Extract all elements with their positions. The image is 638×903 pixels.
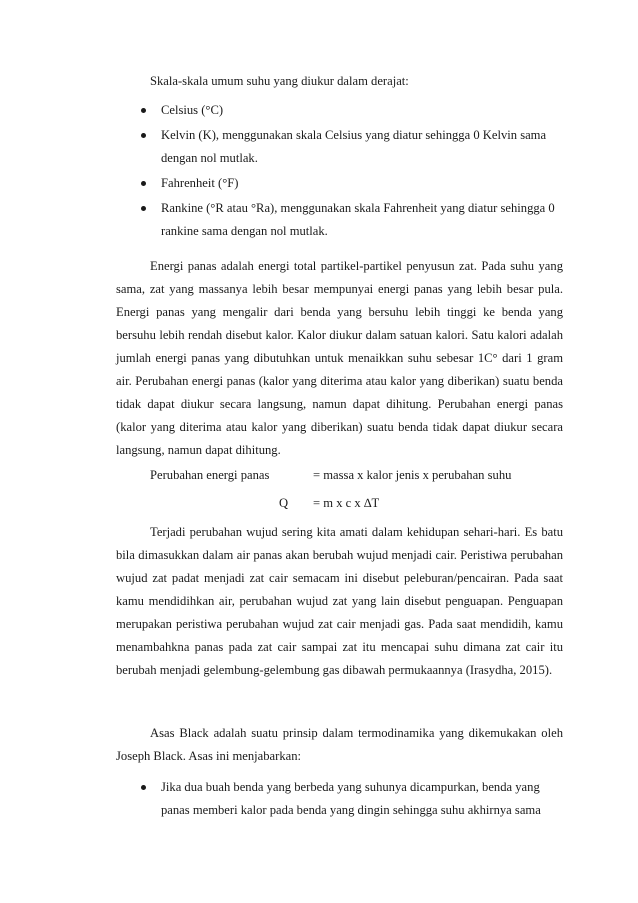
bullet-icon bbox=[141, 785, 146, 790]
bullet-icon bbox=[141, 133, 146, 138]
formula-line1-label: Perubahan energi panas bbox=[150, 468, 270, 482]
paragraph-heat-energy: Energi panas adalah energi total partikel-partikel penyusun zat. Pada suhu yang sama, zat yang massanya lebih besar mempunyai energi panas yang lebih besar pula. Energi panas yang mengalir dari benda yang bersuhu lebih tinggi ke benda yang bersuhu lebih rendah disebut kalor. Kalor diukur dalam satuan kalori. Satu kalori adalah jumlah energi panas yang dibutuhkan untuk menaikkan suhu sebesar 1C° dari 1 gram air. Perubahan energi panas (kalor yang diterima atau kalor yang diberikan) suatu benda tidak dapat diukur secara langsung, namun dapat dihitung. Perubahan energi panas (kalor yang diterima atau kalor yang diberikan) suatu benda tidak dapat diukur secara langsung, namun dapat dihitung. bbox=[116, 259, 563, 457]
black-principle-list bbox=[0, 776, 561, 822]
list-item: Fahrenheit (°F) bbox=[0, 172, 561, 195]
paragraph-phase-change: Terjadi perubahan wujud sering kita amati dalam kehidupan sehari-hari. Es batu bila dimasukkan dalam air panas akan berubah wujud menjadi cair. Peristiwa perubahan wujud zat padat menjadi zat cair semacam ini disebut peleburan/pencairan. Pada saat kamu mendidihkan air, perubahan wujud zat yang lain disebut penguapan. Penguapan merupakan peristiwa perubahan wujud zat cair menjadi gas. Pada saat mendidih, kamu menambahkna panas pada zat cair sampai zat itu mencapai suhu dimana zat cair itu berubah menjadi gelembung-gelembung gas dibawah permukaannya (Irasydha, 2015). bbox=[116, 525, 563, 677]
list-item: Kelvin (K), menggunakan skala Celsius yang diatur sehingga 0 Kelvin sama dengan nol mutlak. bbox=[0, 124, 561, 170]
formula-line2-label: Q bbox=[279, 496, 289, 510]
bullet-icon bbox=[141, 181, 146, 186]
paragraph-black-principle: Asas Black adalah suatu prinsip dalam termodinamika yang dikemukakan oleh Joseph Black. Asas ini menjabarkan: bbox=[116, 726, 563, 763]
list-item: Rankine (°R atau °Ra), menggunakan skala Fahrenheit yang diatur sehingga 0 rankine sama dengan nol mutlak. bbox=[0, 197, 561, 243]
scales-intro: Skala-skala umum suhu yang diukur dalam derajat: bbox=[150, 74, 409, 88]
temperature-scales-list bbox=[0, 99, 561, 245]
formula-line1-expression: = massa x kalor jenis x perubahan suhu bbox=[313, 468, 512, 482]
list-item: Jika dua buah benda yang berbeda yang suhunya dicampurkan, benda yang panas memberi kalor pada benda yang dingin sehingga suhu akhirnya sama bbox=[0, 776, 561, 822]
formula-line2-expression: = m x c x ∆T bbox=[313, 496, 380, 510]
bullet-icon bbox=[141, 206, 146, 211]
bullet-icon bbox=[141, 108, 146, 113]
list-item: Celsius (°C) bbox=[0, 99, 561, 122]
